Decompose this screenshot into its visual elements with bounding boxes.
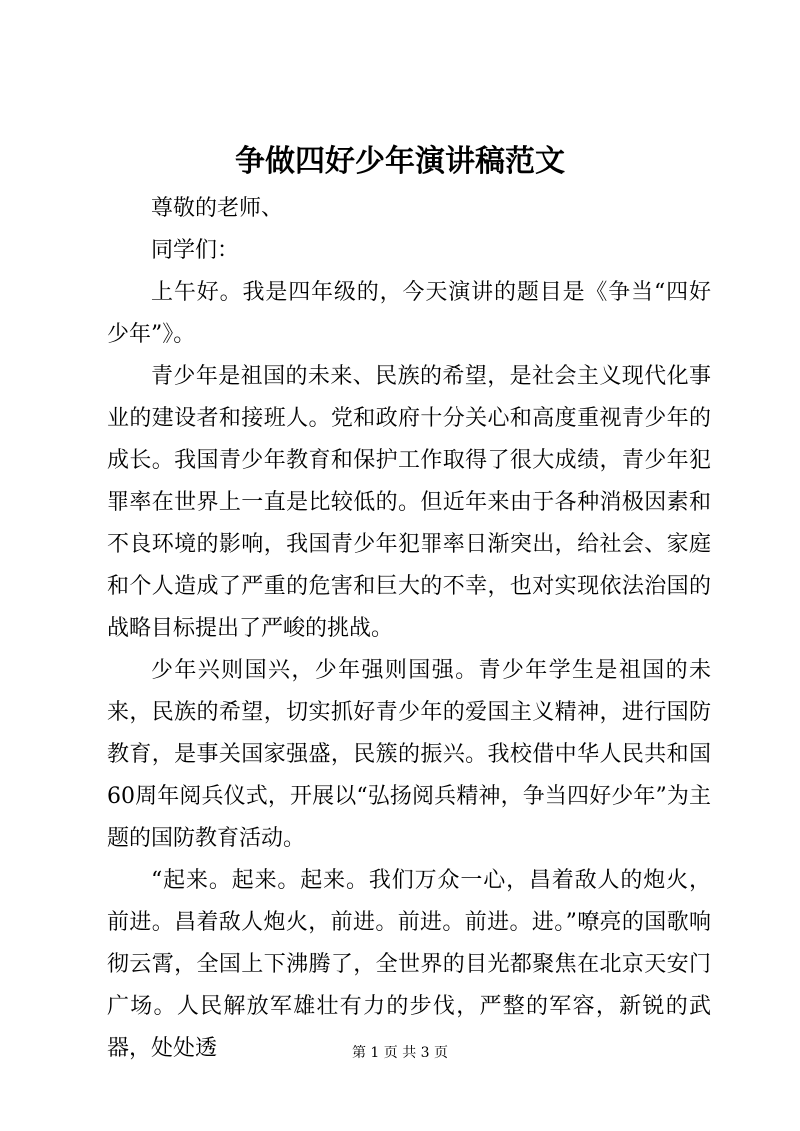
body-paragraph: 上午好。我是四年级的，今天演讲的题目是《争当“四好少年”》。 — [107, 280, 711, 347]
document-body — [107, 188, 711, 1070]
page-number-footer: 第 1 页 共 3 页 — [351, 1045, 449, 1061]
greeting-line: 尊敬的老师、 — [151, 196, 284, 221]
body-paragraph: 少年兴则国兴，少年强则国强。青少年学生是祖国的未来，民族的希望，切实抓好青少年的爱国主义精神，进行国防教育，是事关国家强盛，民簇的振兴。我校借中华人民共和国60周年阅兵仪式，开展以“弘扬阅兵精神，争当四好少年”为主题的国防教育活动。 — [107, 658, 711, 851]
body-paragraph: “起来。起来。起来。我们万众一心，昌着敌人的炮火，前进。昌着敌人炮火，前进。前进。前进。进。”嘹亮的国歌响彻云霄，全国上下沸腾了，全世界的目光都聚焦在北京天安门广场。人民解放军雄壮有力的步伐，严整的军容，新锐的武器，处处透 — [107, 868, 711, 1061]
document-title: 争做四好少年演讲稿范文 — [235, 144, 565, 179]
greeting-line: 同学们： — [151, 238, 240, 263]
body-paragraph: 青少年是祖国的未来、民族的希望，是社会主义现代化事业的建设者和接班人。党和政府十分关心和高度重视青少年的成长。我国青少年教育和保护工作取得了很大成绩，青少年犯罪率在世界上一直是比较低的。但近年来由于各种消极因素和不良环境的影响，我国青少年犯罪率日渐突出，给社会、家庭和个人造成了严重的危害和巨大的不幸，也对实现依法治国的战略目标提出了严峻的挑战。 — [107, 364, 711, 641]
